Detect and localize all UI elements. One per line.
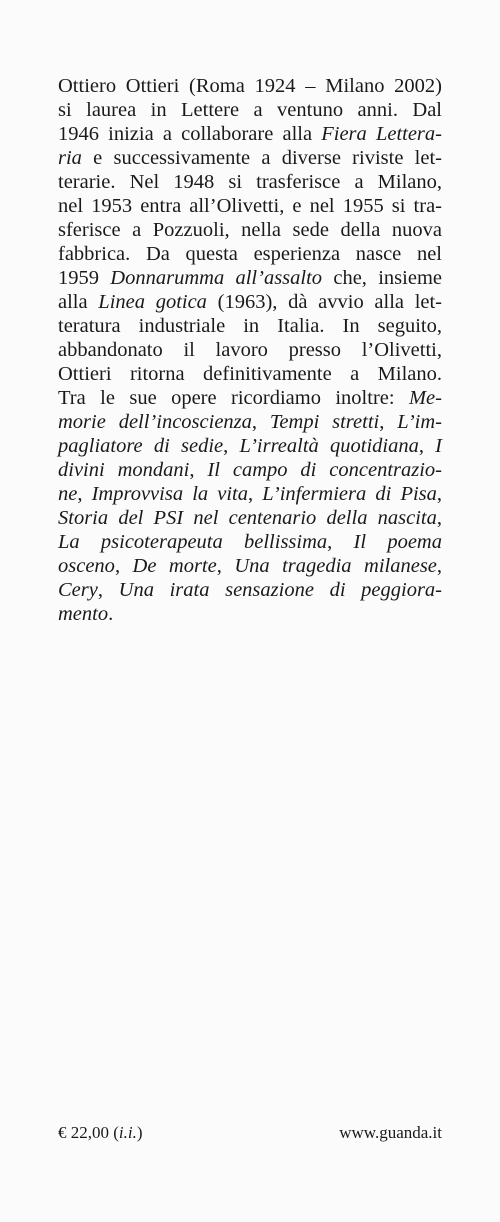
- biography-text: e successivamente a diverse riviste let-: [81, 147, 442, 169]
- publisher-website: www.guanda.it: [339, 1123, 442, 1142]
- biography-text: (1963), dà avvio alla let-: [206, 291, 443, 313]
- biography-text: ,: [114, 555, 133, 577]
- price-tax-note: i.i.: [118, 1123, 137, 1142]
- biography-line: [58, 218, 442, 242]
- biography-line: [58, 386, 442, 410]
- work-title: ne: [58, 483, 78, 505]
- price-value: € 22,00 (: [58, 1123, 119, 1142]
- biography-text: terarie. Nel 1948 si trasferisce a Milano,: [58, 171, 442, 193]
- biography-text: ,: [251, 411, 270, 433]
- biography-text: ,: [97, 579, 119, 601]
- work-title: Il campo di concentrazio-: [207, 459, 443, 481]
- author-biography: [58, 74, 442, 626]
- work-title: Il poema: [353, 531, 442, 553]
- biography-text: abbandonato il lavoro presso l’Olivetti,: [58, 339, 442, 361]
- work-title: L’irrealtà quotidiana: [239, 435, 419, 457]
- biography-text: fabbrica. Da questa esperienza nasce nel: [58, 243, 442, 265]
- work-title: pagliatore di sedie: [58, 435, 224, 457]
- work-title: Me-: [408, 387, 442, 409]
- biography-line: [58, 266, 442, 290]
- work-title: divini mondani: [58, 459, 190, 481]
- biography-text: teratura industriale in Italia. In seguito,: [58, 315, 442, 337]
- biography-text: ,: [418, 435, 436, 457]
- biography-line: [58, 410, 442, 434]
- work-title: Tempi stretti: [269, 411, 380, 433]
- biography-text: .: [108, 603, 114, 625]
- biography-text: ,: [189, 459, 208, 481]
- work-title: I: [435, 435, 442, 457]
- work-title: Linea gotica: [98, 291, 207, 313]
- biography-line: [58, 314, 442, 338]
- biography-line: [58, 146, 442, 170]
- work-title: Storia del PSI nel centenario della nascita: [58, 507, 437, 529]
- biography-line: [58, 506, 442, 530]
- biography-text: ,: [436, 483, 443, 505]
- biography-line: [58, 554, 442, 578]
- work-title: De morte: [132, 555, 217, 577]
- biography-text: nel 1953 entra all’Olivetti, e nel 1955 si tra-: [58, 195, 442, 217]
- biography-line: [58, 338, 442, 362]
- work-title: mento: [58, 603, 109, 625]
- biography-line: [58, 362, 442, 386]
- biography-text: 1959: [58, 267, 111, 289]
- biography-line: [58, 194, 442, 218]
- biography-text: ,: [436, 555, 443, 577]
- biography-text: ,: [436, 507, 442, 529]
- biography-line: [58, 242, 442, 266]
- work-title: Fiera Lettera-: [321, 123, 442, 145]
- biography-text: ,: [248, 483, 263, 505]
- biography-line: [58, 482, 442, 506]
- biography-line: [58, 602, 442, 626]
- biography-line: [58, 434, 442, 458]
- biography-text: sferisce a Pozzuoli, nella sede della nuova: [58, 219, 442, 241]
- biography-text: Tra le sue opere ricordiamo inoltre:: [58, 387, 409, 409]
- work-title: Una irata sensazione di peggiora-: [118, 579, 443, 601]
- biography-line: [58, 290, 442, 314]
- work-title: osceno: [58, 555, 115, 577]
- work-title: Cery: [58, 579, 98, 601]
- biography-line: [58, 98, 442, 122]
- biography-text: ,: [77, 483, 92, 505]
- biography-line: [58, 122, 442, 146]
- work-title: Donnarumma all’assalto: [110, 267, 323, 289]
- biography-text: Ottieri ritorna definitivamente a Milano.: [58, 363, 442, 385]
- biography-text: ,: [379, 411, 398, 433]
- work-title: La psicoterapeuta bellissima: [58, 531, 328, 553]
- biography-text: si laurea in Lettere a ventuno anni. Dal: [58, 99, 442, 121]
- work-title: L’infermiera di Pisa: [262, 483, 437, 505]
- biography-line: [58, 458, 442, 482]
- price-label: [58, 1123, 143, 1143]
- biography-line: [58, 74, 442, 98]
- work-title: L’im-: [397, 411, 443, 433]
- biography-text: ,: [327, 531, 354, 553]
- biography-text: alla: [58, 291, 99, 313]
- work-title: ria: [58, 147, 82, 169]
- work-title: morie dell’incoscienza: [58, 411, 252, 433]
- biography-text: ,: [223, 435, 240, 457]
- biography-line: [58, 578, 442, 602]
- price-close-paren: ): [136, 1123, 143, 1142]
- biography-text: 1946 inizia a collaborare alla: [58, 123, 322, 145]
- work-title: Una tragedia milanese: [234, 555, 437, 577]
- biography-line: [58, 530, 442, 554]
- biography-text: che, insieme: [322, 267, 442, 289]
- biography-text: ,: [216, 555, 235, 577]
- biography-line: [58, 170, 442, 194]
- work-title: Improvvisa la vita: [91, 483, 248, 505]
- biography-text: Ottiero Ottieri (Roma 1924 – Milano 2002): [58, 75, 442, 97]
